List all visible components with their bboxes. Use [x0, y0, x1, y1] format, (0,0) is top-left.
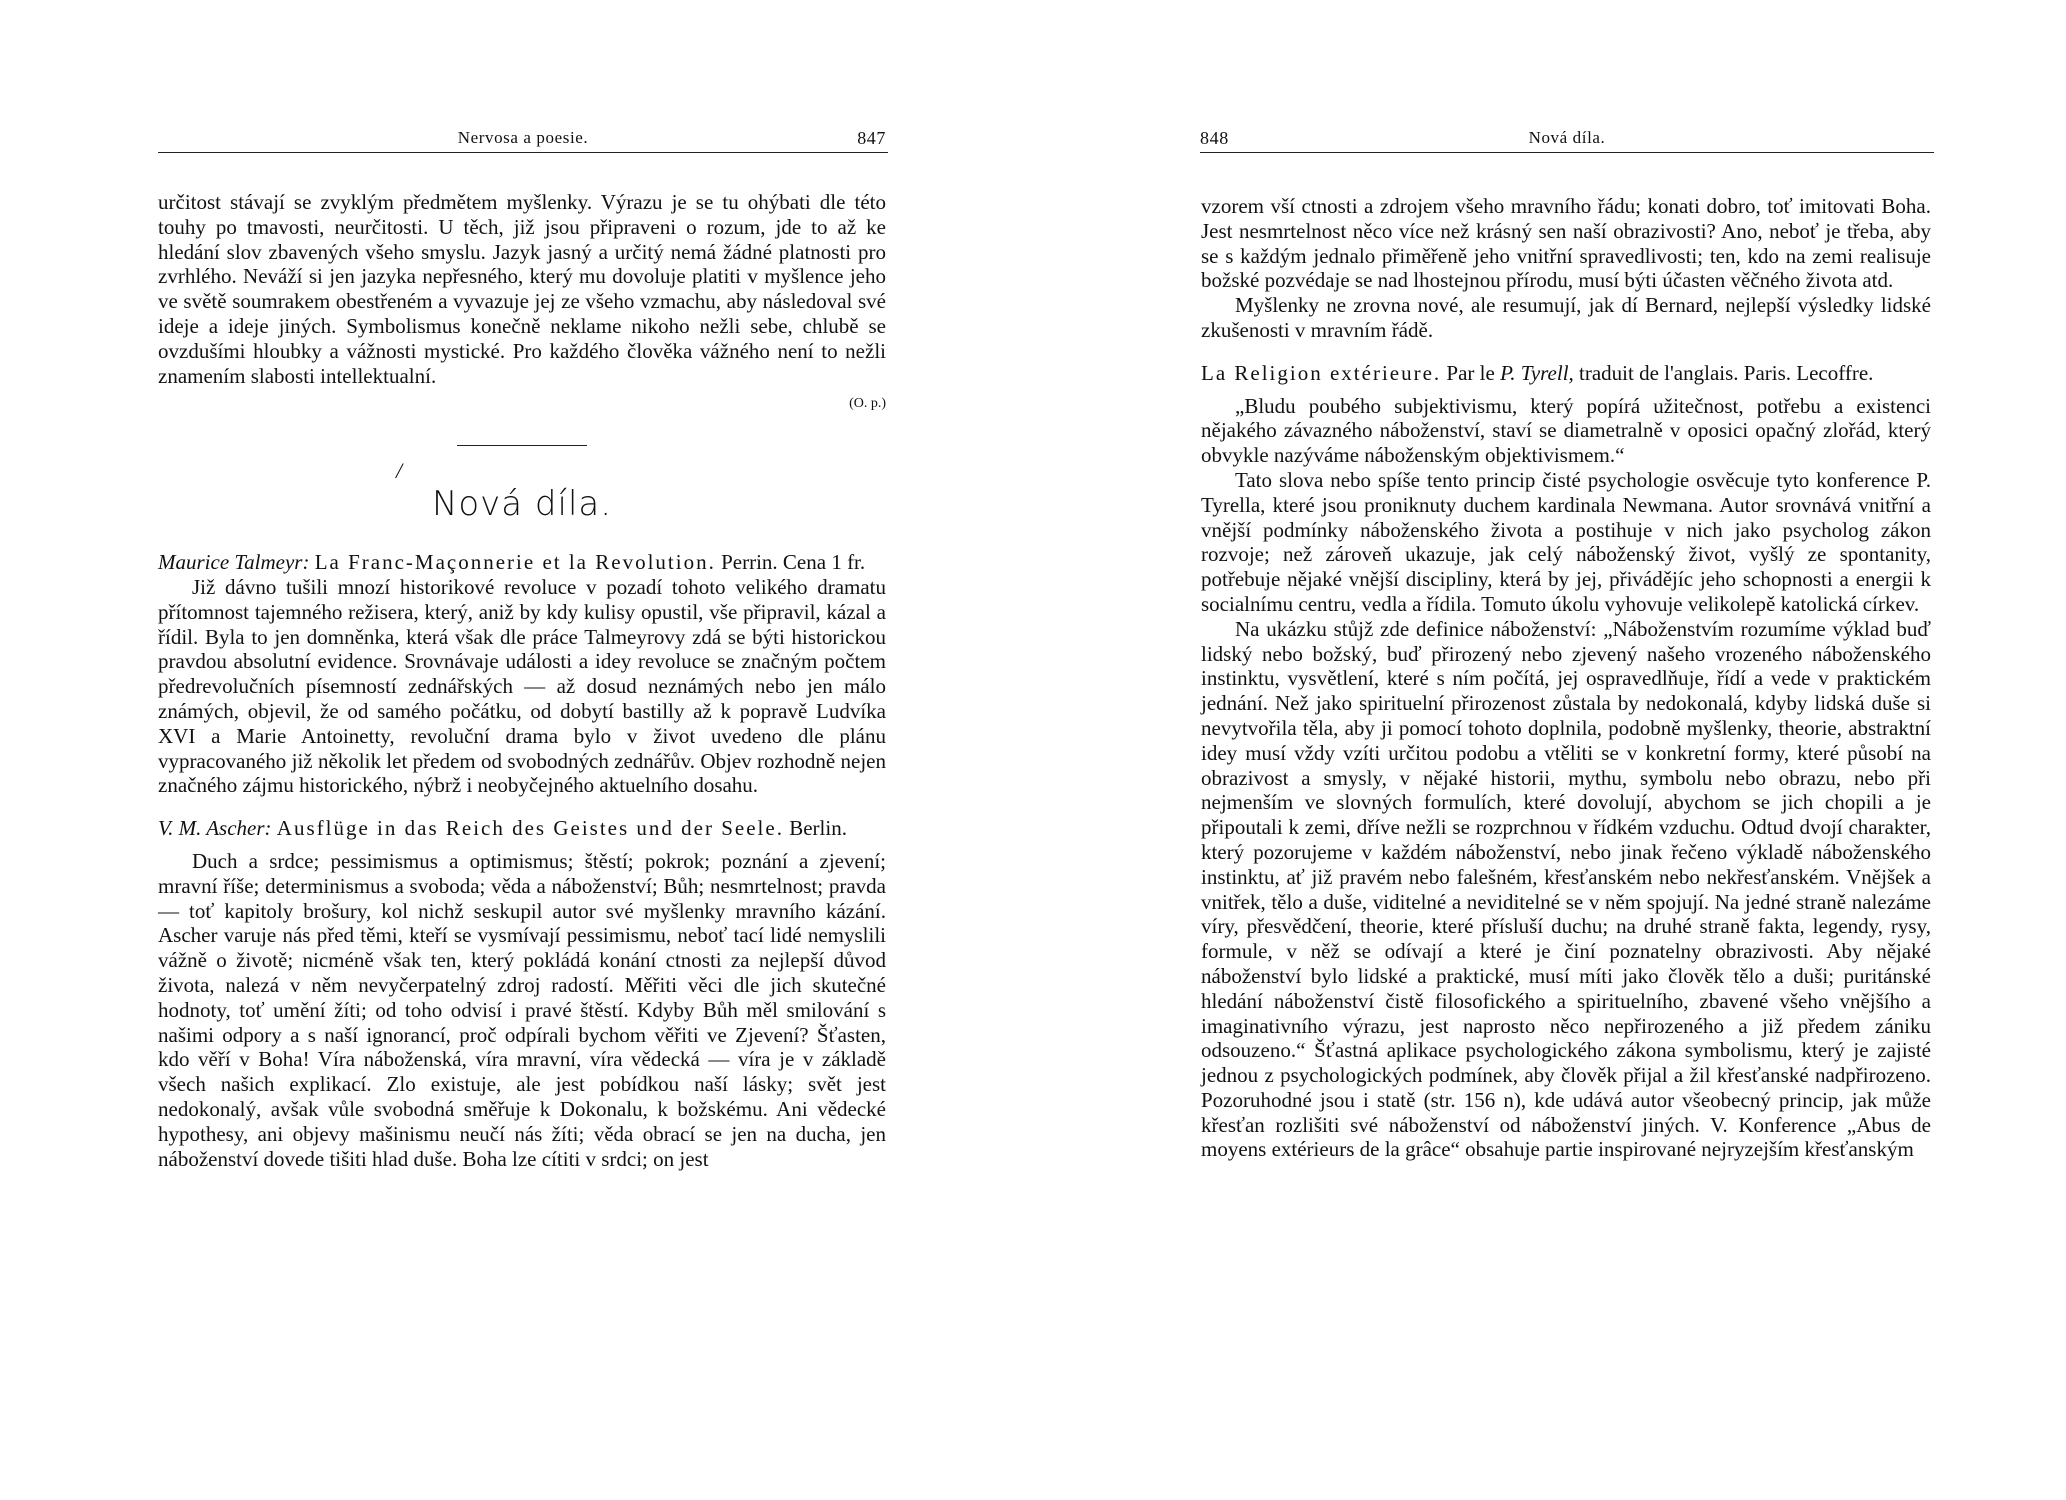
continuation-paragraph: určitost stávají se zvyklým předmětem myšlenky. Výrazu je se tu ohýbati dle této touhy po tmavosti, neurčitosti. U těch, již jsou připraveni o rozum, jde to až ke hledání slov zbavených všeho smyslu. Jazyk jasný a určitý nemá žádné platnosti pro zvrhlého. Neváží si jen jazyka nepřesného, který mu dovoluje platiti v myšlence jeho ve světě soumrakem obestřeném a vyvazuje jej ze všeho vzmachu, aby následoval své ideje a ideje jiných. Symbolismus konečně neklame nikoho nežli sebe, chlubě se ovzdušími hloubky a vážnosti mystické. Pro každého člověka vážného není to nežli znamením slabosti intellektualní.: [158, 190, 886, 388]
page-number: 847: [857, 128, 886, 148]
entry-review-text: Duch a srdce; pessimismus a optimismus; štěstí; pokrok; poznání a zjevení; mravní říše; determinismus a svoboda; věda a náboženství; Bůh; nesmrtelnost; pravda — toť kapitoly brošury, kol nichž seskupil autor své myšlenky mravního kázání. Ascher varuje nás před těmi, kteří se vysmívají pessimismu, neboť tací lidé nemyslili vážně o životě; nicméně však ten, který pokládá konání ctnosti za nejlepší důvod života, nalezá v něm nevyčerpatelný zdroj radostí. Měřiti věci dle jich skutečné hodnoty, toť umění žíti; od toho odvisí i pravé štěstí. Kdyby Bůh měl smilování s našimi odpory a s naší ignorancí, proč odpírali bychom věřiti ve Zjevení? Šťasten, kdo věří v Boha! Víra náboženská, víra mravní, víra vědecká — víra je v základě všech našich explikací. Zlo existuje, ale jest pobídkou naší lásky; svět jest nedokonalý, avšak vůle svobodná směřuje k Dokonalu, k božskému. Ani vědecké hypothesy, ani objevy mašinismu neučí nás žíti; věda obrací se jen na ducha, jen náboženství dovede tišiti hlad duše. Boha lze cítiti v srdci; on jest: [158, 848, 886, 1171]
entry-publisher: Berlin.: [789, 816, 847, 841]
entry-author: V. M. Ascher:: [158, 816, 272, 841]
entry-publisher: Perrin. Cena 1 fr.: [721, 550, 866, 575]
section-heading: Nová díla.: [431, 484, 613, 525]
running-head-right: [1200, 128, 1934, 153]
entry-title: La Franc-Maçonnerie et la Revolution.: [314, 550, 716, 575]
entry-review-text: Tato slova nebo spíše tento princip čisté psychologie osvěcuje tyto konference P. Tyrella, které jsou proniknuty duchem kardinala Newmana. Autor srovnává vnitřní a vnější podmínky náboženského života a postihuje v nich jako psycholog zákon rozvoje; než zároveň ukazuje, jak celý náboženský život, vyšlý ze spontanity, potřebuje nějaké vnější discipliny, která by jej, přivádějíc jeho schopnosti a energii k socialnímu centru, vedla a řídila. Tomuto úkolu vyhovuje velikolepě katolická církev.: [1201, 467, 1931, 616]
book-entry-heading: [158, 550, 886, 575]
running-head-title: Nová díla.: [1528, 128, 1606, 147]
continuation-paragraph: vzorem vší ctnosti a zdrojem všeho mravního řádu; konati dobro, toť imitovati Boha. Jest nesmrtelnost něco více než krásný sen naší obrazivosti? Ano, neboť je třeba, aby se s každým jednalo přiměřeně jeho vnitřní spravedlivosti; ten, kdo na zemi realisuje božské pozvédaje se nad lhostejnou přírodu, musí býti účasten věčného života atd.: [1201, 194, 1931, 293]
entry-publisher-pre: Par le: [1446, 360, 1495, 385]
continuation-paragraph-2: Myšlenky ne zrovna nové, ale resumují, jak dí Bernard, nejlepší výsledky lidské zkušenosti v mravním řádě.: [1201, 293, 1931, 342]
entry-title: Ausflüge in das Reich des Geistes und der Seele.: [276, 816, 784, 841]
section-divider: [457, 445, 587, 446]
book-entry-heading: [158, 816, 886, 841]
left-page-body: [158, 190, 886, 1171]
entry-title: La Religion extérieure.: [1201, 360, 1442, 385]
entry-review-text: Na ukázku stůjž zde definice náboženství: „Náboženstvím rozumíme výklad buď lidský nebo božský, buď přirozený nebo zjevený našeho vrozeného náboženského instinktu, vysvětlení, které s ním počítá, jej ospravedlňuje, řídí a vede v praktickém jednání. Než jako spirituelní přirozenost zůstala by nedokonalá, kdyby lidská duše si nevytvořila těla, aby ji pomocí tohoto doplnila, podobně myšlenky, theorie, abstraktní idey musí vždy vzíti určitou podobu a vtěliti se v konkretní formy, které působí na obrazivost a smysly, v nějaké historii, mythu, symbolu nebo obrazu, nebo při nejmenším ve slovných formulích, které dovolují, abychom se jich chopili a je připoutali k zemi, dříve nežli se rozprchnou v řídkém vzduchu. Odtud dvojí charakter, který pozorujeme v každém náboženství, nebo jinak řečeno výkladě náboženského instinktu, ať již pravém nebo falešném, křesťanském nebo nekřesťanském. Vnějšek a vnitřek, tělo a duše, viditelné a neviditelné se v něm spojují. Na jedné straně nalezáme víry, přesvědčení, theorie, které přísluší duchu; na druhé straně fakta, legendy, rysy, formule, v něž se odívají a které je činí poznatelny obrazivosti. Aby nějaké náboženství bylo lidské a praktické, musí míti jako člověk tělo a duši; puritánské hledání náboženství čistě filosofického a spirituelního, zbavené všeho vnějšího a imaginativního výrazu, jest naprosto něco nepřirozeného a již předem zániku odsouzeno.“ Šťastná aplikace psychologického zákona symbolismu, který je zajisté jednou z psychologických podmínek, aby člověk přijal a žil křesťanské nadpřirozeno. Pozoruhodné jsou i statě (str. 156 n), kde udává autor všeobecný princip, jak může křesťan rozlišiti své náboženství od náboženství jiných. V. Konference „Abus de moyens extérieurs de la grâce“ obsahuje partie inspirované nejryzejším křesťanským: [1201, 616, 1931, 1162]
entry-publisher: traduit de l'anglais. Paris. Lecoffre.: [1579, 360, 1874, 385]
book-entry-heading: [1201, 361, 1931, 386]
running-head-title: Nervosa a poesie.: [457, 128, 589, 147]
page-number: 848: [1200, 128, 1229, 148]
right-page-body: [1201, 194, 1931, 1162]
entry-review-text: Již dávno tušili mnozí historikové revoluce v pozadí tohoto velikého dramatu přítomnost tajemného režisera, který, aniž by kdy kulisy opustil, vše připravil, kázal a řídil. Byla to jen domněnka, která však dle práce Talmeyrovy zdá se býti historickou pravdou absolutní evidence. Srovnávaje události a idey revoluce se značným počtem předrevolučních písemností zednářských — až dosud neznámých nebo jen málo známých, objevil, že od samého počátku, od dobytí bastilly až k popravě Ludvíka XVI a Marie Antoinetty, revoluční drama bylo v život uvedeno dle plánu vypracovaného již několik let předem od svobodných zednářův. Objev rozhodně nejen značného zájmu historického, nýbrž i neobyčejného aktuelního dosahu.: [158, 574, 886, 798]
right-page: [1033, 0, 2066, 1500]
running-head-left: [158, 128, 888, 153]
signature: (O. p.): [849, 396, 886, 412]
entry-author: Maurice Talmeyr:: [158, 550, 310, 575]
entry-author: P. Tyrell,: [1500, 360, 1574, 385]
stray-pen-mark: /: [396, 458, 403, 484]
entry-quote: „Bludu poubého subjektivismu, který popírá užitečnost, potřebu a existenci nějakého závazného náboženství, staví se diametralně v oposici opačný zlořád, který obvykle nazýváme náboženským objektivismem.“: [1201, 393, 1931, 468]
